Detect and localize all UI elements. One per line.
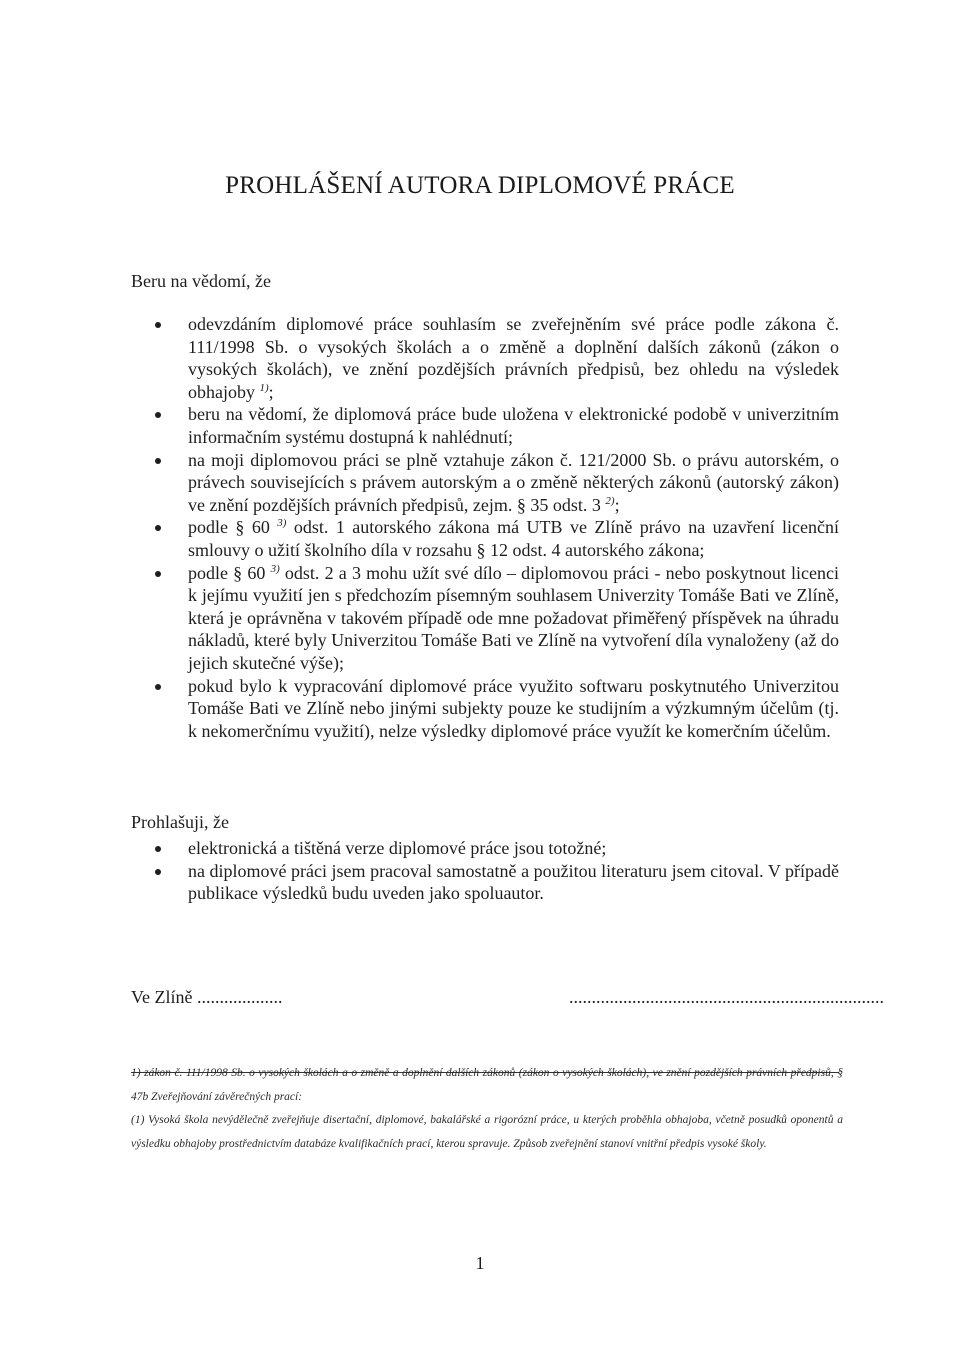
bullet-icon [155,846,161,852]
item-text-end: ; [614,494,620,515]
list-item [131,562,839,675]
declaration-list [131,837,839,905]
list-item [131,860,839,905]
footnote-ref: 3) [277,517,287,530]
bullet-icon [155,412,161,418]
list-item [131,516,839,561]
bullet-icon [155,571,161,577]
page-number: 1 [475,1253,485,1273]
item-text: podle § 60 [188,517,278,538]
item-text-end: ; [268,381,274,402]
list-item [131,313,839,403]
footnote-ref: 2) [605,494,615,507]
item-text-end: odst. 2 a 3 mohu užít své dílo – diplomovou práci - nebo poskytnout licenci k jejímu využití jen s předchozím písemným souhlasem Univerzity Tomáše Bati ve Zlíně, která je oprávněna v takovém případě ode mne požadovat přiměřený příspěvek na úhradu nákladů, které byly Univerzitou Tomáše Bati ve Zlíně na vytvoření díla vynaloženy (až do jejich skutečné výše); [188,562,839,673]
bullet-icon [155,684,161,690]
item-text: na moji diplomovou práci se plně vztahuje zákon č. 121/2000 Sb. o právu autorském, o právech souvisejících s právem autorským a o změně některých zákonů (autorský zákon) ve znění pozdějších právních předpisů, zejm. § 35 odst. 3 [188,449,839,515]
bullet-icon [155,458,161,464]
signature-line: ...................................................................... [569,987,884,1007]
list-item [131,837,839,860]
footnote-ref: 1) [259,381,269,394]
item-text: podle § 60 [188,562,271,583]
item-text: odevzdáním diplomové práce souhlasím se zveřejněním své práce podle zákona č. 111/1998 Sb. o vysokých školách a o změně a doplnění dalších zákonů (zákon o vysokých školách), ve znění pozdějších právních předpisů, bez ohledu na výsledek obhajoby [188,314,839,402]
list-item [131,675,839,743]
item-text: beru na vědomí, že diplomová práce bude uložena v elektronické podobě v univerzitním informačním systému dostupná k nahlédnutí; [188,404,839,447]
page-title: PROHLÁŠENÍ AUTORA DIPLOMOVÉ PRÁCE [225,172,735,199]
item-text-end: odst. 1 autorského zákona má UTB ve Zlíně právo na uzavření licenční smlouvy o užití školního díla v rozsahu § 12 odst. 4 autorského zákona; [188,517,839,560]
place-date-field: Ve Zlíně ................... [131,987,283,1007]
declaration-heading: Prohlašuji, že [131,812,229,832]
bullet-icon [155,322,161,328]
list-item [131,449,839,517]
footnotes [131,1062,843,1156]
footnote-1: 1) zákon č. 111/1998 Sb. o vysokých školách a o změně a doplnění dalších zákonů (zákon o vysokých školách), ve znění pozdějších právních předpisů, § 47b Zveřejňování závěrečných prací: [131,1067,843,1103]
item-text: na diplomové práci jsem pracoval samostatně a použitou literaturu jsem citoval. V případě publikace výsledků budu uveden jako spoluautor. [188,860,839,904]
acknowledgement-list [131,313,839,742]
item-text: elektronická a tištěná verze diplomové práce jsou totožné; [188,838,607,858]
bullet-icon [155,869,161,875]
intro-text: Beru na vědomí, že [131,271,271,291]
footnote-1-paragraph: (1) Vysoká škola nevýdělečně zveřejňuje disertační, diplomové, bakalářské a rigorózní práce, u kterých proběhla obhajoba, včetně posudků oponentů a výsledku obhajoby prostřednictvím databáze kvalifikačních prací, kterou spravuje. Způsob zveřejnění stanoví vnitřní předpis vysoké školy. [131,1114,843,1150]
list-item [131,403,839,448]
footnote-ref: 3) [270,562,280,575]
bullet-icon [155,525,161,531]
item-text: pokud bylo k vypracování diplomové práce využito softwaru poskytnutého Univerzitou Tomáše Bati ve Zlíně nebo jinými subjekty pouze ke studijním a výzkumným účelům (tj. k nekomerčnímu využití), nelze výsledky diplomové práce využít ke komerčním účelům. [188,675,839,741]
